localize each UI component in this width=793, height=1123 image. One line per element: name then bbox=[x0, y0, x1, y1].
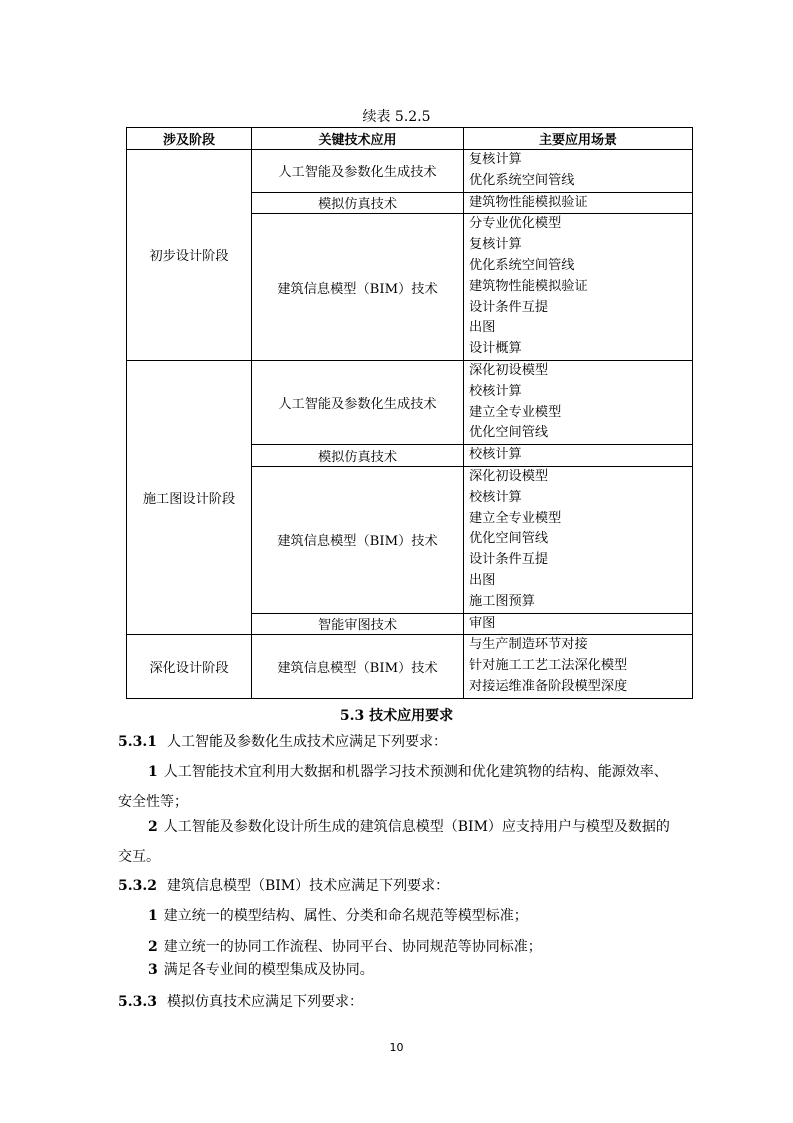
tech-cell: 智能审图技术 bbox=[252, 613, 464, 635]
stage-cell: 施工图设计阶段 bbox=[127, 360, 252, 634]
scenario-item: 校核计算 bbox=[469, 447, 522, 463]
tech-cell: 建筑信息模型（BIM）技术 bbox=[252, 214, 464, 361]
scenario-cell bbox=[464, 214, 693, 361]
item-text: 人工智能及参数化设计所生成的建筑信息模型（BIM）应支持用户与模型及数据的交互。 bbox=[118, 819, 670, 865]
item-number: 2 bbox=[148, 939, 158, 955]
item-text: 建立统一的模型结构、属性、分类和命名规范等模型标准； bbox=[163, 908, 528, 924]
stage-cell: 初步设计阶段 bbox=[127, 150, 252, 361]
scenario-cell bbox=[464, 445, 693, 467]
scenario-item: 深化初设模型 bbox=[469, 362, 549, 378]
scenario-item: 设计概算 bbox=[469, 341, 522, 357]
item-number: 3 bbox=[148, 962, 158, 978]
scenario-cell bbox=[464, 613, 693, 635]
table-row bbox=[127, 635, 693, 698]
scenario-cell bbox=[464, 360, 693, 444]
scenario-item: 优化空间管线 bbox=[469, 531, 549, 547]
scenario-cell bbox=[464, 150, 693, 193]
tech-cell: 建筑信息模型（BIM）技术 bbox=[252, 635, 464, 698]
clause-item bbox=[118, 757, 678, 817]
tech-cell: 人工智能及参数化生成技术 bbox=[252, 360, 464, 444]
table-row bbox=[127, 150, 693, 193]
scenario-item: 建筑物性能模拟验证 bbox=[469, 194, 588, 210]
scenario-item: 分专业优化模型 bbox=[469, 216, 562, 232]
item-number: 1 bbox=[148, 764, 158, 780]
scenario-item: 审图 bbox=[469, 615, 496, 631]
scenario-item: 设计条件互提 bbox=[469, 552, 549, 568]
scenario-item: 优化系统空间管线 bbox=[469, 257, 575, 273]
scenario-item: 建立全专业模型 bbox=[469, 510, 562, 526]
item-number: 1 bbox=[148, 908, 158, 924]
section-title: 5.3 技术应用要求 bbox=[339, 708, 454, 724]
scenario-item: 复核计算 bbox=[469, 152, 522, 167]
scenario-cell bbox=[464, 192, 693, 214]
clause-number: 5.3.2 bbox=[118, 878, 157, 894]
clause-text: 人工智能及参数化生成技术应满足下列要求： bbox=[166, 734, 447, 750]
scenario-item: 出图 bbox=[469, 320, 496, 336]
clause-5-3-1 bbox=[118, 727, 678, 757]
scenario-item: 优化空间管线 bbox=[469, 425, 549, 441]
scenario-item: 建立全专业模型 bbox=[469, 404, 562, 420]
scenario-item: 与生产制造环节对接 bbox=[469, 637, 588, 653]
scenario-item: 施工图预算 bbox=[469, 593, 535, 609]
tech-cell: 建筑信息模型（BIM）技术 bbox=[252, 466, 464, 613]
tech-cell: 人工智能及参数化生成技术 bbox=[252, 150, 464, 193]
tech-cell: 模拟仿真技术 bbox=[252, 445, 464, 467]
clause-item bbox=[118, 955, 678, 985]
clause-text: 模拟仿真技术应满足下列要求： bbox=[166, 994, 363, 1010]
clause-item bbox=[118, 812, 678, 872]
scenario-item: 出图 bbox=[469, 572, 496, 588]
scenario-item: 对接运维准备阶段模型深度 bbox=[469, 678, 628, 694]
header-scenario: 主要应用场景 bbox=[464, 128, 693, 150]
page-number: 10 bbox=[389, 1041, 404, 1054]
scenario-item: 深化初设模型 bbox=[469, 468, 549, 484]
scenario-item: 复核计算 bbox=[469, 237, 522, 253]
scenario-item: 校核计算 bbox=[469, 383, 522, 399]
item-text: 建立统一的协同工作流程、协同平台、协同规范等协同标准； bbox=[163, 939, 542, 955]
scenario-item: 优化系统空间管线 bbox=[469, 172, 575, 188]
scenario-item: 针对施工工艺工法深化模型 bbox=[469, 658, 628, 674]
stage-cell: 深化设计阶段 bbox=[127, 635, 252, 698]
header-stage: 涉及阶段 bbox=[127, 128, 252, 150]
table-row bbox=[127, 360, 693, 444]
scenario-item: 设计条件互提 bbox=[469, 299, 549, 315]
header-tech: 关键技术应用 bbox=[252, 128, 464, 150]
table-header-row bbox=[127, 128, 693, 150]
clause-number: 5.3.1 bbox=[118, 734, 157, 750]
scenario-item: 建筑物性能模拟验证 bbox=[469, 278, 588, 294]
scenario-cell bbox=[464, 635, 693, 698]
item-text: 满足各专业间的模型集成及协同。 bbox=[163, 962, 374, 978]
tech-cell: 模拟仿真技术 bbox=[252, 192, 464, 214]
scenario-cell bbox=[464, 466, 693, 613]
table-caption: 续表 5.2.5 bbox=[362, 109, 431, 125]
clause-5-3-2 bbox=[118, 871, 678, 901]
clause-item bbox=[118, 901, 678, 931]
tech-application-table bbox=[126, 127, 693, 699]
clause-number: 5.3.3 bbox=[118, 994, 157, 1010]
item-number: 2 bbox=[148, 819, 158, 835]
clause-5-3-3 bbox=[118, 987, 678, 1017]
clause-text: 建筑信息模型（BIM）技术应满足下列要求： bbox=[166, 878, 450, 894]
scenario-item: 校核计算 bbox=[469, 489, 522, 505]
item-text: 人工智能技术宜利用大数据和机器学习技术预测和优化建筑物的结构、能源效率、安全性等； bbox=[118, 764, 668, 810]
